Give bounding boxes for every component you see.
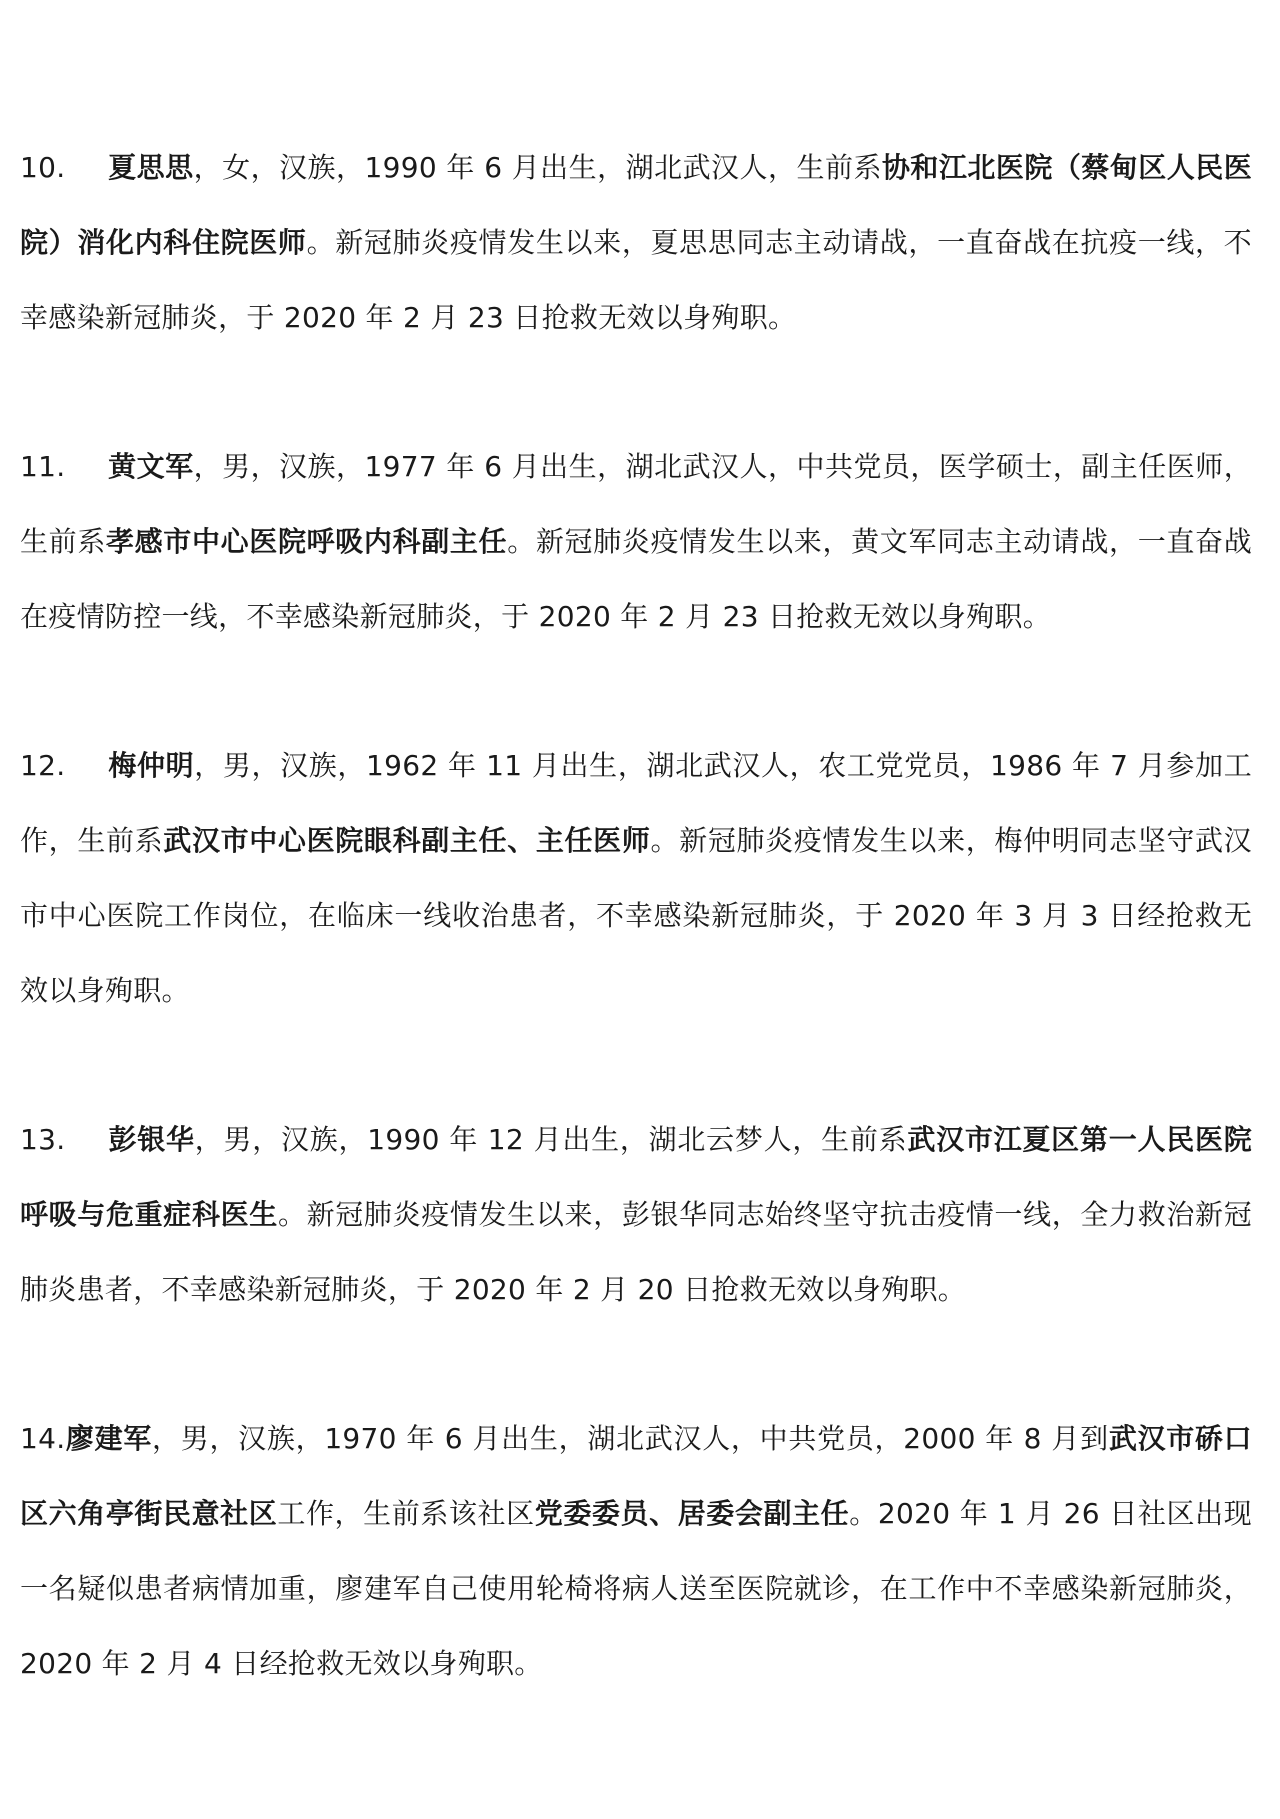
position-title: 党委委员、居委会副主任 <box>534 1497 850 1530</box>
workplace-name: 武汉市硚口区六角亭街民意社区 <box>20 1422 1252 1530</box>
entry-text: 。新冠肺炎疫情发生以来，黄文军同志主动请战，一直奋战在疫情防控一线，不幸感染新冠肺炎，于 2020 年 2 月 23 日抢救无效以身殉职。 <box>20 525 1252 633</box>
entry-number: 14. <box>20 1422 66 1455</box>
workplace-title: 武汉市中心医院眼科副主任、主任医师 <box>163 824 651 857</box>
entry-text: ，男，汉族，1970 年 6 月出生，湖北武汉人，中共党员，2000 年 8 月到 <box>152 1422 1109 1455</box>
person-name: 梅仲明 <box>108 749 195 782</box>
workplace-title: 协和江北医院（蔡甸区人民医院）消化内科住院医师 <box>20 151 1252 259</box>
entry-number: 12. <box>20 749 66 782</box>
person-name: 夏思思 <box>108 151 194 184</box>
workplace-title: 武汉市江夏区第一人民医院呼吸与危重症科医生 <box>20 1123 1252 1231</box>
person-name: 廖建军 <box>65 1422 153 1455</box>
entry-number: 10. <box>20 151 66 184</box>
entry-number: 11. <box>20 450 66 483</box>
entry-text: 。新冠肺炎疫情发生以来，夏思思同志主动请战，一直奋战在抗疫一线，不幸感染新冠肺炎，于 2020 年 2 月 23 日抢救无效以身殉职。 <box>20 226 1252 334</box>
entry-number: 13. <box>20 1123 66 1156</box>
entry-12 <box>20 728 1252 1028</box>
person-name: 彭银华 <box>108 1123 195 1156</box>
entry-text: 。新冠肺炎疫情发生以来，梅仲明同志坚守武汉市中心医院工作岗位，在临床一线收治患者，不幸感染新冠肺炎，于 2020 年 3 月 3 日经抢救无效以身殉职。 <box>20 824 1252 1007</box>
entry-text: ，女，汉族，1990 年 6 月出生，湖北武汉人，生前系 <box>193 151 882 184</box>
entry-text: ，男，汉族，1962 年 11 月出生，湖北武汉人，农工党党员，1986 年 7 月参加工作，生前系 <box>20 749 1252 857</box>
workplace-title: 孝感市中心医院呼吸内科副主任 <box>105 525 508 558</box>
entry-text: ，男，汉族，1977 年 6 月出生，湖北武汉人，中共党员，医学硕士，副主任医师，生前系 <box>20 450 1252 558</box>
entry-11 <box>20 429 1252 654</box>
entry-text: 。新冠肺炎疫情发生以来，彭银华同志始终坚守抗击疫情一线，全力救治新冠肺炎患者，不幸感染新冠肺炎，于 2020 年 2 月 20 日抢救无效以身殉职。 <box>20 1198 1252 1306</box>
entry-10 <box>20 130 1252 355</box>
document-body <box>20 130 1252 1701</box>
entry-text: ，男，汉族，1990 年 12 月出生，湖北云梦人，生前系 <box>194 1123 908 1156</box>
entry-text: 。2020 年 1 月 26 日社区出现一名疑似患者病情加重，廖建军自己使用轮椅将病人送至医院就诊，在工作中不幸感染新冠肺炎，2020 年 2 月 4 日经抢救无效以身殉职。 <box>20 1497 1253 1680</box>
entry-13 <box>20 1102 1252 1327</box>
entry-14 <box>20 1401 1252 1701</box>
entry-text: 工作，生前系该社区 <box>277 1497 535 1530</box>
person-name: 黄文军 <box>108 450 194 483</box>
